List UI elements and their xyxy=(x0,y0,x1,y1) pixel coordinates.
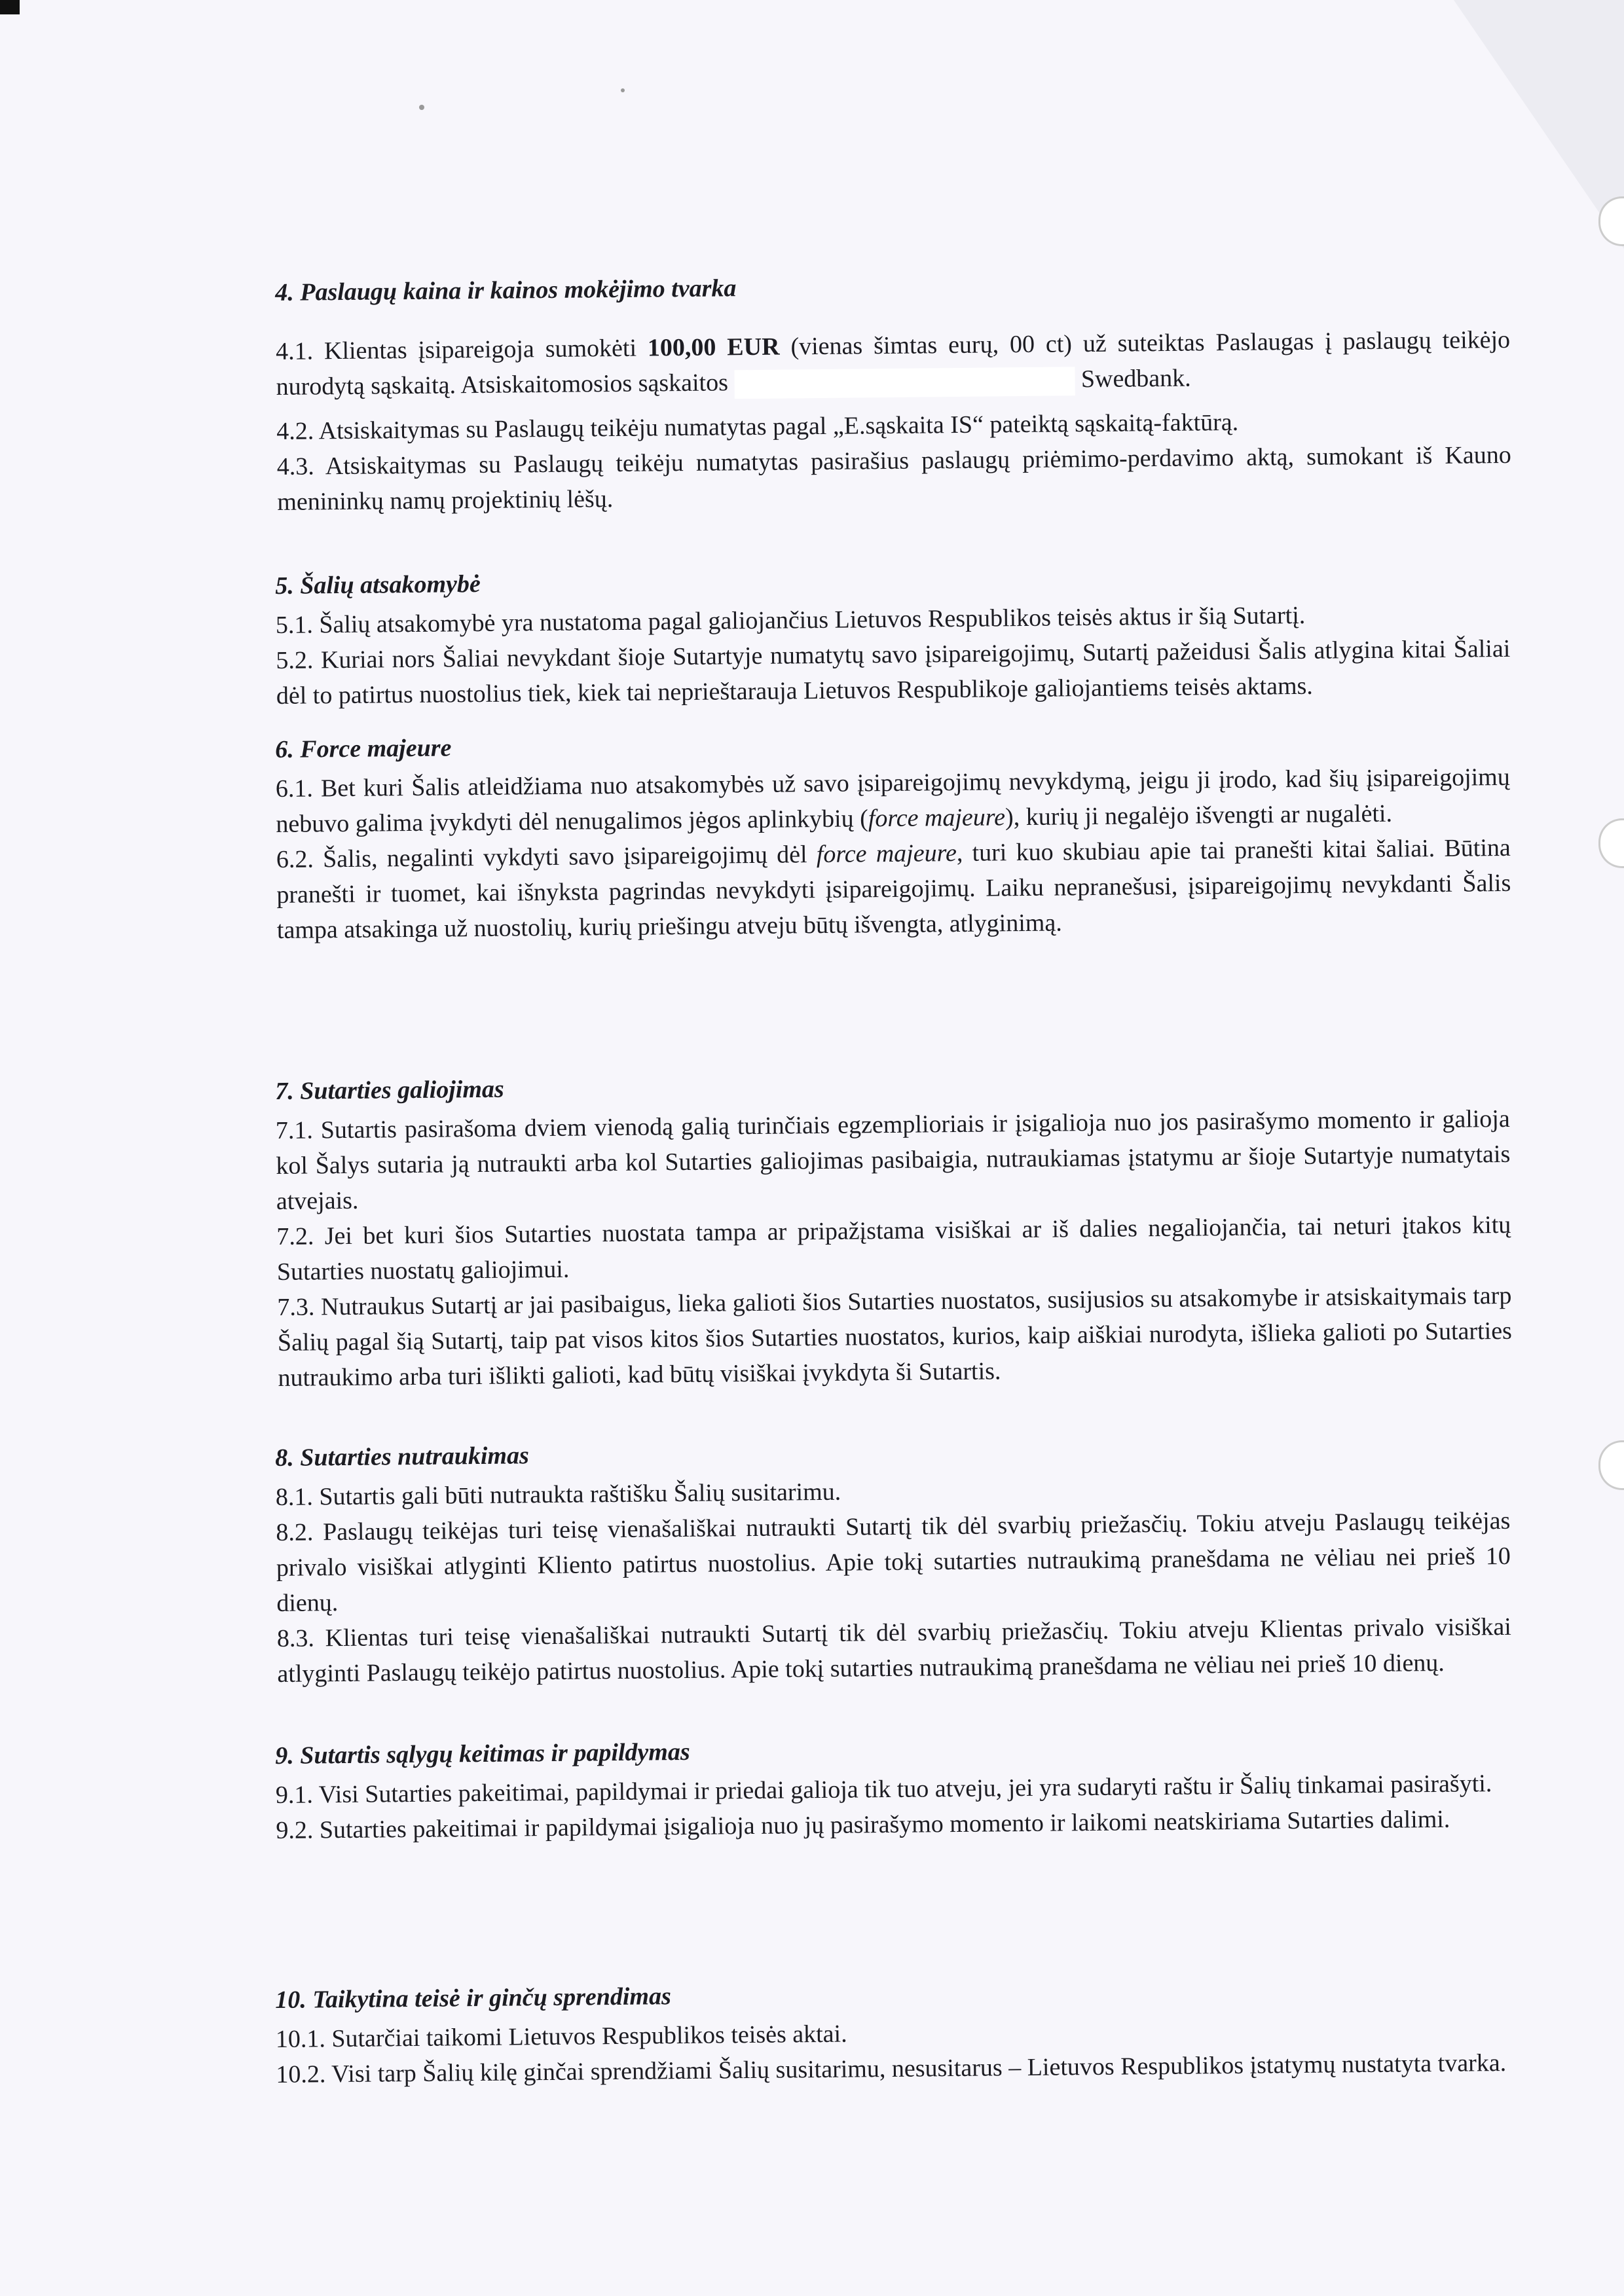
clause-6-2 xyxy=(276,830,1511,948)
scan-speck xyxy=(621,88,625,92)
clause-10-2: 10.2. Visi tarp Šalių kilę ginčai sprendžiami Šalių susitarimu, nesusitarus – Lietuvos Respublikos įstatymų nustatyta tvarka. xyxy=(276,2049,1507,2088)
section-6 xyxy=(275,720,1511,948)
section-heading: 10. Taikytina teisė ir ginčų sprendimas xyxy=(275,1982,671,2014)
clause-5-1: 5.1. Šalių atsakomybė yra nustatoma pagal galiojančius Lietuvos Respublikos teisės aktus ir šią Sutartį. xyxy=(275,601,1306,639)
amount: 100,00 EUR xyxy=(647,333,780,362)
clause-text: ), kurių ji negalėjo išvengti ar nugalėti. xyxy=(1005,799,1393,831)
clause-8-3: 8.3. Klientas turi teisę vienašališkai nutraukti Sutartį tik dėl svarbių priežasčių. Tokiu atveju Klientas privalo visiškai atlyginti Paslaugų teikėjo patirtus nuostolius. Apie tokį sutarties nutraukimą pranešdama ne vėliau nei prieš 10 dienų. xyxy=(276,1613,1512,1688)
section-heading: 9. Sutartis sąlygų keitimas ir papildymas xyxy=(275,1738,690,1770)
punch-hole xyxy=(1598,818,1624,868)
clause-4-2: 4.2. Atsiskaitymas su Paslaugų teikėju numatytas pagal „E.sąskaita IS“ pateiktą sąskaitą-faktūrą. xyxy=(276,408,1239,445)
section-heading: 4. Paslaugų kaina ir kainos mokėjimo tvarka xyxy=(275,274,737,306)
section-5 xyxy=(275,556,1511,714)
section-heading: 5. Šalių atsakomybė xyxy=(275,570,481,600)
clause-text: Swedbank. xyxy=(1075,364,1191,393)
clause-5-2: 5.2. Kuriai nors Šaliai nevykdant šioje Sutartyje numatytų savo įsipareigojimų, Sutartį pažeidusi Šalis atlygina kitai Šaliai dėl to patirtus nuostolius tiek, kiek tai neprieštarauja Lietuvos Respublikoje galiojantiems teisės aktams. xyxy=(276,634,1511,710)
scan-edge xyxy=(0,0,20,14)
clause-text: (vienas šimtas eurų, 00 ct) už suteiktas Paslaugas į paslaugų teikėjo nurodytą sąskaitą. Atsiskaitomosios sąskaitos xyxy=(276,325,1511,401)
clause-9-1: 9.1. Visi Sutarties pakeitimai, papildymai ir priedai galioja tik tuo atveju, jei yra sudaryti raštu ir Šalių tinkamai pasirašyti. xyxy=(275,1770,1492,1809)
clause-10-1: 10.1. Sutarčiai taikomi Lietuvos Respublikos teisės aktai. xyxy=(275,2020,847,2053)
section-heading: 7. Sutarties galiojimas xyxy=(275,1075,504,1105)
clause-text-italic: force majeure xyxy=(868,803,1006,833)
clause-7-3: 7.3. Nutraukus Sutartį ar jai pasibaigus, lieka galioti šios Sutarties nuostatos, susijusios su atsakomybe ir atsiskaitymais tarp Šalių pagal šią Sutartį, taip pat visos kitos šios Sutarties nuostatos, kurios, kaip aiškiai nurodyta, išlieka galioti po Sutarties nutraukimo arba turi išlikti galioti, kad būtų visiškai įvykdyta ši Sutartis. xyxy=(277,1281,1513,1392)
clause-4-1 xyxy=(276,322,1511,405)
redacted-account xyxy=(734,367,1075,399)
clause-text: , turi kuo skubiau apie tai pranešti kitai šaliai. Būtina pranešti ir tuomet, kai išnyksta pagrindas nevykdyti įsipareigojimų. Laiku nepranešusi, įsipareigojimų nevykdanti Šalis tampa atsakinga už nuostolių, kurių priešingu atveju būtų išvengta, atlyginimą. xyxy=(276,833,1511,944)
clause-text: 6.1. Bet kuri Šalis atleidžiama nuo atsakomybės už savo įsipareigojimų nevykdymą, jeigu ji įrodo, kad šių įsipareigojimų nebuvo galima įvykdyti dėl nenugalimos jėgos aplinkybių ( xyxy=(275,763,1510,838)
clause-9-2: 9.2. Sutarties pakeitimai ir papildymai įsigalioja nuo jų pasirašymo momento ir laikomi neatskiriama Sutarties dalimi. xyxy=(276,1805,1450,1844)
clause-7-2: 7.2. Jei bet kuri šios Sutarties nuostata tampa ar pripažįstama visiškai ar iš dalies negaliojančia, tai neturi įtakos kitų Sutarties nuostatų galiojimui. xyxy=(276,1211,1511,1286)
page-fold-shadow xyxy=(1454,0,1624,249)
section-7 xyxy=(275,1062,1513,1396)
clause-4-3: 4.3. Atsiskaitymas su Paslaugų teikėju numatytas pasirašius paslaugų priėmimo-perdavimo aktą, sumokant iš Kauno menininkų namų projektinių lėšų. xyxy=(276,441,1511,516)
punch-hole xyxy=(1598,1440,1624,1490)
section-9 xyxy=(275,1726,1511,1848)
section-heading: 8. Sutarties nutraukimas xyxy=(275,1442,529,1472)
clause-8-1: 8.1. Sutartis gali būti nutraukta raštišku Šalių susitarimu. xyxy=(275,1478,841,1511)
scan-speck xyxy=(419,105,424,110)
clause-8-2: 8.2. Paslaugų teikėjas turi teisę vienašališkai nutraukti Sutartį tik dėl svarbių priežasčių. Tokiu atveju Paslaugų teikėjas privalo visiškai atlyginti Kliento patirtus nuostolius. Apie tokį sutarties nutraukimą pranešdama ne vėliau nei prieš 10 dienų. xyxy=(276,1506,1511,1617)
clause-text: 4.1. Klientas įsipareigoja sumokėti xyxy=(275,334,648,365)
section-heading: 6. Force majeure xyxy=(275,734,452,763)
clause-text-italic: force majeure xyxy=(816,839,957,869)
section-10 xyxy=(275,1971,1511,2092)
clause-6-1 xyxy=(276,759,1511,842)
clause-7-1: 7.1. Sutartis pasirašoma dviem vienodą galią turinčiais egzemplioriais ir įsigalioja nuo jos pasirašymo momento ir galioja kol Šalys sutaria ją nutraukti arba kol Sutarties galiojimas pasibaigia, nutraukiamas įstatymu ar šioje Sutartyje numatytais atvejais. xyxy=(275,1104,1511,1215)
section-8 xyxy=(275,1429,1512,1692)
section-4 xyxy=(275,263,1512,520)
clause-text: 6.2. Šalis, negalinti vykdyti savo įsipareigojimų dėl xyxy=(276,841,817,873)
